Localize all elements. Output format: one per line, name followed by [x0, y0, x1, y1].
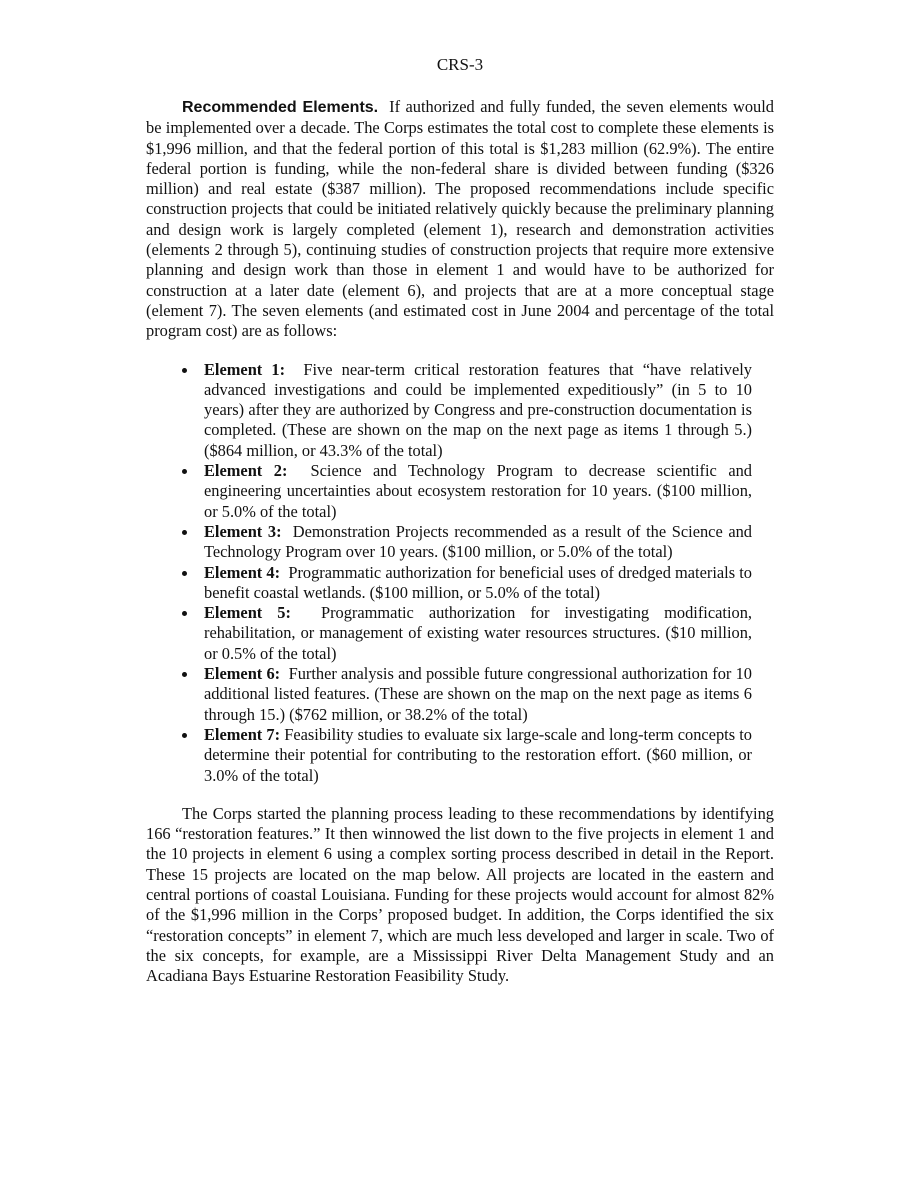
bullet-icon	[182, 469, 187, 474]
list-item-element-5	[182, 603, 752, 664]
element-label: Element 4:	[204, 562, 281, 582]
elements-list	[182, 360, 752, 786]
element-text: Programmatic authorization for beneficial uses of dredged materials to benefit coastal wetlands. ($100 million, or 5.0% of the total)	[204, 562, 752, 602]
element-label: Element 7:	[204, 724, 281, 744]
list-item-element-2	[182, 461, 752, 522]
element-text: Feasibility studies to evaluate six large-scale and long-term concepts to determine their potential for contributing to the restoration effort. ($60 million, or 3.0% of the total)	[204, 724, 752, 785]
element-text: Science and Technology Program to decrease scientific and engineering uncertainties about ecosystem restoration for 10 years. ($100 million, or 5.0% of the total)	[204, 461, 753, 521]
bullet-icon	[182, 733, 187, 738]
element-label: Element 2:	[204, 461, 288, 481]
bullet-icon	[182, 672, 187, 677]
list-item-element-1	[182, 360, 752, 461]
list-item-element-6	[182, 664, 752, 725]
element-label: Element 3:	[204, 521, 282, 541]
element-text: Five near-term critical restoration features that “have relatively advanced investigations and could be implemented expeditiously” (in 5 to 10 years) after they are authorized by Congress and pre-construction documentation is completed. (These are shown on the map on the next page as items 1 through 5.) ($864 million, or 43.3% of the total)	[204, 359, 753, 460]
intro-text: If authorized and fully funded, the seven elements would be implemented over a decade. The Corps estimates the total cost to complete these elements is $1,996 million, and that the federal portion of this total is $1,283 million (62.9%). The entire federal portion is funding, while the non-federal share is divided between funding ($326 million) and real estate ($387 million). The proposed recommendations include specific construction projects that could be initiated relatively quickly because the preliminary planning and design work is largely completed (element 1), research and demonstration activities (elements 2 through 5), continuing studies of construction projects that require more extensive planning and design work than those in element 1 and would have to be authorized for construction at a later date (element 6), and projects that are at a more conceptual stage (element 7). The seven elements (and estimated cost in June 2004 and percentage of the total program cost) are as follows:	[146, 97, 774, 341]
list-item-element-3	[182, 522, 752, 563]
element-text: Further analysis and possible future congressional authorization for 10 additional listed features. (These are shown on the map on the next page as items 6 through 15.) ($762 million, or 38.2% of the total)	[204, 664, 752, 724]
page-header: CRS-3	[436, 55, 484, 74]
element-label: Element 6:	[204, 664, 281, 684]
list-item-element-7	[182, 725, 752, 786]
section-heading: Recommended Elements.	[182, 99, 379, 116]
bullet-icon	[182, 571, 187, 576]
intro-paragraph	[146, 97, 774, 342]
bullet-icon	[182, 368, 187, 373]
closing-paragraph: The Corps started the planning process leading to these recommendations by identifying 166 “restoration features.” It then winnowed the list down to the five projects in element 1 and the 10 projects in element 6 using a complex sorting process described in detail in the Report. These 15 projects are located on the map below. All projects are located in the eastern and central portions of coastal Louisiana. Funding for these projects would account for almost 82% of the $1,996 million in the Corps’ proposed budget. In addition, the Corps identified the six “restoration concepts” in element 7, which are much less developed and larger in scale. Two of the six concepts, for example, are a Mississippi River Delta Management Study and an Acadiana Bays Estuarine Restoration Feasibility Study.	[146, 803, 774, 986]
element-label: Element 5:	[204, 603, 291, 623]
element-text: Demonstration Projects recommended as a result of the Science and Technology Program over 10 years. ($100 million, or 5.0% of the total)	[204, 521, 752, 562]
document-page	[146, 0, 774, 986]
bullet-icon	[182, 530, 187, 535]
list-item-element-4	[182, 563, 752, 604]
element-text: Programmatic authorization for investigating modification, rehabilitation, or management of existing water resources structures. ($10 million, or 0.5% of the total)	[204, 603, 752, 663]
element-label: Element 1:	[204, 359, 286, 379]
bullet-icon	[182, 611, 187, 616]
